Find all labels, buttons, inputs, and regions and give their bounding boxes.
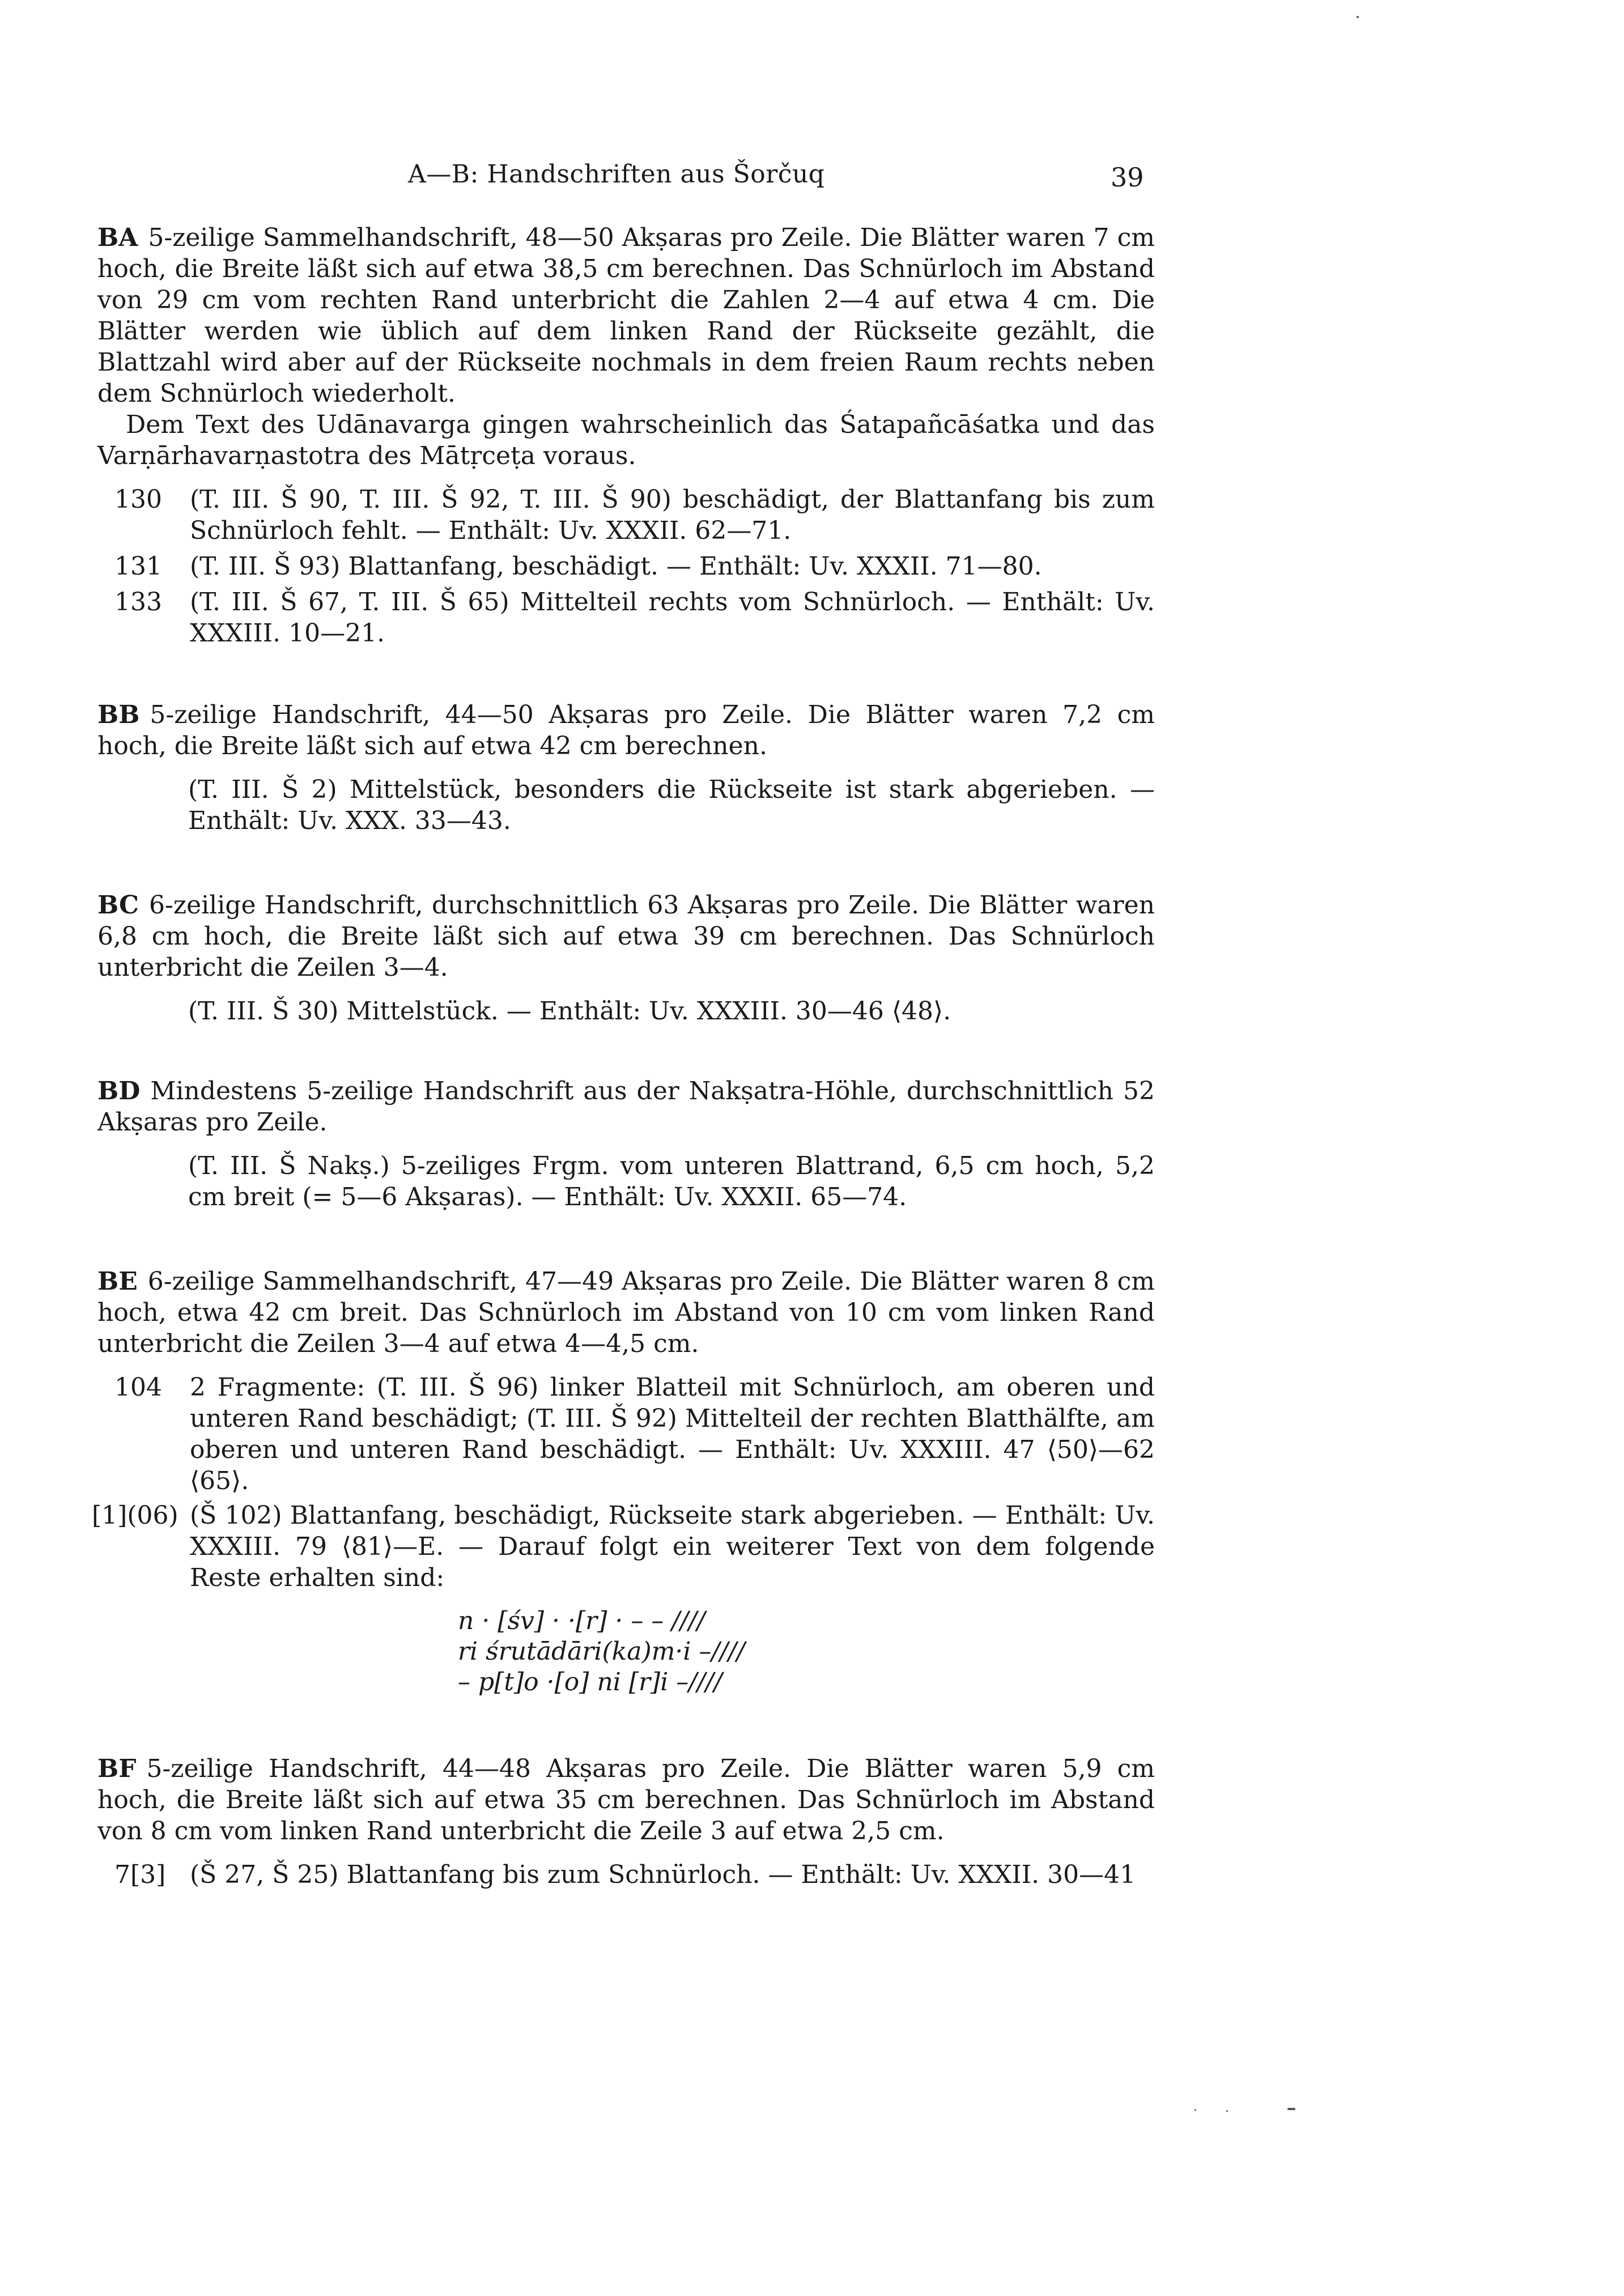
- section-ba: [97, 222, 1155, 649]
- fragment-bd: (T. III. Š Nakṣ.) 5-zeiliges Frgm. vom unteren Blattrand, 6,5 cm hoch, 5,2 cm breit (= 5—6 Akṣaras). — Enthält: Uv. XXXII. 65—74.: [188, 1151, 1155, 1211]
- entry-text: (T. III. Š 67, T. III. Š 65) Mittelteil rechts vom Schnürloch. — Enthält: Uv. XXXIII. 10—21.: [190, 588, 1155, 648]
- entry-number: [1](06): [92, 1501, 178, 1530]
- desc-bf: 5-zeilige Handschrift, 44—48 Akṣaras pro Zeile. Die Blätter waren 5,9 cm hoch, die Breite läßt sich auf etwa 35 cm berechnen. Das Schnürloch im Abstand von 8 cm vom linken Rand unterbricht die Zeile 3 auf etwa 2,5 cm.: [97, 1754, 1155, 1846]
- entry-number: 7[3]: [114, 1860, 166, 1889]
- entry-number: 130: [114, 485, 162, 514]
- section-bd: [97, 1075, 1155, 1213]
- scan-speck: [1357, 16, 1359, 18]
- siglum-bd: BD: [97, 1077, 141, 1106]
- entry-130: [97, 484, 1155, 546]
- section-ba-note: Dem Text des Udānavarga gingen wahrscheinlich das Śatapañcāśatka und das Varṇārhavarṇastotra des Mātṛceṭa voraus.: [97, 410, 1155, 470]
- desc-bb: 5-zeilige Handschrift, 44—50 Akṣaras pro Zeile. Die Blätter waren 7,2 cm hoch, die Breite läßt sich auf etwa 42 cm berechnen.: [97, 700, 1155, 760]
- verse-fragment: [458, 1606, 745, 1698]
- entry-131: [97, 551, 1155, 582]
- running-title: A—B: Handschriften aus Šorčuq: [408, 160, 825, 189]
- desc-bd: Mindestens 5-zeilige Handschrift aus der Nakṣatra-Höhle, durchschnittlich 52 Akṣaras pro Zeile.: [97, 1077, 1155, 1137]
- verse-line: – p[t]o ·[o] ni [r]i –////: [458, 1668, 722, 1697]
- running-header: [0, 160, 1624, 199]
- entry-1-06: [92, 1500, 1155, 1593]
- section-bf-description: [97, 1753, 1155, 1847]
- section-bb: [97, 699, 1155, 836]
- verse-line: n · [śv] · ·[r] · – – ////: [458, 1606, 705, 1635]
- entry-7-3: [97, 1859, 1155, 1890]
- scan-speck: [1226, 2110, 1228, 2112]
- entry-number: 131: [114, 552, 162, 581]
- section-bd-description: [97, 1075, 1155, 1138]
- section-bf: [97, 1753, 1155, 1890]
- desc-be: 6-zeilige Sammelhandschrift, 47—49 Akṣaras pro Zeile. Die Blätter waren 8 cm hoch, etwa 42 cm breit. Das Schnürloch im Abstand von 10 cm vom linken Rand unterbricht die Zeilen 3—4 auf etwa 4—4,5 cm.: [97, 1267, 1155, 1358]
- fragment-bb: (T. III. Š 2) Mittelstück, besonders die Rückseite ist stark abgerieben. — Enthält: Uv. XXX. 33—43.: [188, 775, 1155, 835]
- entry-104: [97, 1372, 1155, 1496]
- entry-text: (Š 102) Blattanfang, beschädigt, Rückseite stark abgerieben. — Enthält: Uv. XXXIII. 79 ⟨81⟩—E. — Darauf folgt ein weiterer Text von dem folgende Reste erhalten sind:: [190, 1501, 1155, 1592]
- entry-text: (T. III. Š 93) Blattanfang, beschädigt. — Enthält: Uv. XXXII. 71—80.: [190, 552, 1042, 581]
- scan-speck: [1194, 2109, 1196, 2111]
- entry-number: 133: [114, 588, 162, 616]
- siglum-bc: BC: [97, 891, 139, 920]
- verse-line: ri śrutādāri(ka)m·i –////: [458, 1637, 745, 1666]
- section-bc: [97, 890, 1155, 1027]
- siglum-ba: BA: [97, 223, 138, 252]
- siglum-bf: BF: [97, 1754, 137, 1783]
- desc-bc: 6-zeilige Handschrift, durchschnittlich 63 Akṣaras pro Zeile. Die Blätter waren 6,8 cm hoch, die Breite läßt sich auf etwa 39 cm berechnen. Das Schnürloch unterbricht die Zeilen 3—4.: [97, 891, 1155, 982]
- entry-text: 2 Fragmente: (T. III. Š 96) linker Blatteil mit Schnürloch, am oberen und unteren Rand beschädigt; (T. III. Š 92) Mittelteil der rechten Blatthälfte, am oberen und unteren Rand beschädigt. — Enthält: Uv. XXXIII. 47 ⟨50⟩—62 ⟨65⟩.: [190, 1373, 1155, 1495]
- section-bc-description: [97, 890, 1155, 983]
- section-be-description: [97, 1266, 1155, 1359]
- entry-text: (Š 27, Š 25) Blattanfang bis zum Schnürloch. — Enthält: Uv. XXXII. 30—41: [190, 1860, 1136, 1889]
- siglum-bb: BB: [97, 700, 140, 729]
- desc-ba: 5-zeilige Sammelhandschrift, 48—50 Akṣaras pro Zeile. Die Blätter waren 7 cm hoch, die Breite läßt sich auf etwa 38,5 cm berechnen. Das Schnürloch im Abstand von 29 cm vom rechten Rand unterbricht die Zahlen 2—4 auf etwa 4 cm. Die Blätter werden wie üblich auf dem linken Rand der Rückseite gezählt, die Blattzahl wird aber auf der Rückseite nochmals in dem freien Raum rechts neben dem Schnürloch wiederholt.: [97, 223, 1155, 408]
- page-number: 39: [1111, 162, 1144, 193]
- section-ba-description: [97, 222, 1155, 409]
- entry-text: (T. III. Š 90, T. III. Š 92, T. III. Š 90) beschädigt, der Blattanfang bis zum Schnürloch fehlt. — Enthält: Uv. XXXII. 62—71.: [190, 485, 1155, 545]
- fragment-bc: (T. III. Š 30) Mittelstück. — Enthält: Uv. XXXIII. 30—46 ⟨48⟩.: [188, 997, 951, 1026]
- entry-133: [97, 586, 1155, 649]
- scan-speck: [1287, 2108, 1295, 2110]
- section-bb-description: [97, 699, 1155, 762]
- siglum-be: BE: [97, 1267, 138, 1296]
- section-be: [92, 1266, 1155, 1593]
- entry-number: 104: [114, 1373, 162, 1402]
